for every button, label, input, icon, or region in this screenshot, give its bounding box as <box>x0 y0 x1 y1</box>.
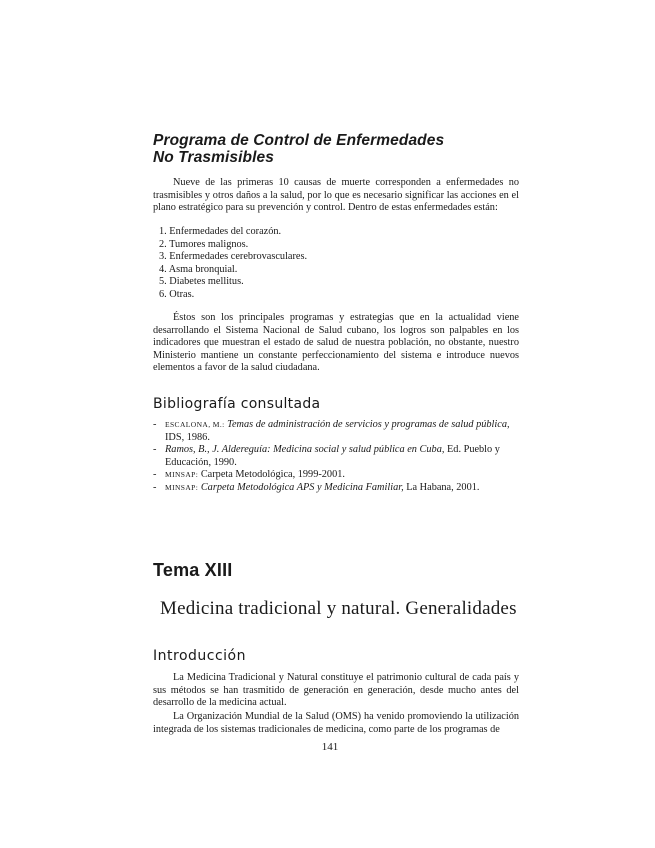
reference-author: MINSAP: <box>165 470 199 480</box>
reference-author: MINSAP: <box>165 482 199 492</box>
reference-details: Ed. Pueblo y Educación, 1990. <box>165 444 500 468</box>
intro-paragraph: Nueve de las primeras 10 causas de muerte corresponden a enfermedades no trasmisibles y otros daños a la salud, por lo que es necesario significar las acciones en el plano estratégico para su prevención y control. Dentro de estas enfermedades están: <box>153 177 519 214</box>
section-title-line2: No Trasmisibles <box>153 149 274 166</box>
reference-title: Medicina social y salud pública en Cuba, <box>273 444 445 456</box>
disease-list <box>159 226 459 302</box>
reference-title: Carpeta Metodológica APS y Medicina Familiar, <box>200 481 404 493</box>
reference-details: La Habana, 2001. <box>406 481 480 493</box>
section-title <box>153 132 533 166</box>
list-item: 4. Asma bronquial. <box>159 263 238 275</box>
reference-details: Carpeta Metodológica, 1999-2001. <box>200 469 345 481</box>
reference-item: - MINSAP: Carpeta Metodológica, 1999-2001. <box>153 469 345 481</box>
list-item: 2. Tumores malignos. <box>159 238 249 250</box>
chapter-label: Tema XIII <box>153 560 233 580</box>
reference-title: Temas de administración de servicios y programas de salud pública, <box>227 419 510 430</box>
page-number: 141 <box>321 741 339 753</box>
closing-paragraph: Éstos son los principales programas y estrategias que en la actualidad viene desarrollando el Sistema Nacional de Salud cubano, los logros son palpables en los indicadores que muestran el estado de salud de nuestra población, no obstante, nuestro Ministerio mantiene un constante perfeccionamiento del sistema e introduce nuevos elementos a favor de la salud ciudadana. <box>153 312 519 374</box>
list-item: 3. Enfermedades cerebrovasculares. <box>159 251 308 263</box>
bibliography-list <box>153 419 523 495</box>
list-item: 5. Diabetes mellitus. <box>159 276 244 288</box>
introduction-paragraph-1: La Medicina Tradicional y Natural constituye el patrimonio cultural de cada país y sus métodos se han trasmitido de generación en generación, desde mucho antes del desarrollo de la medicina actual. <box>153 672 519 709</box>
reference-details: IDS, 1986. <box>165 431 210 443</box>
reference-item: - ESCALONA, M.: Temas de administración de servicios y programas de salud pública, IDS, 1986. <box>153 419 510 443</box>
introduction-heading: Introducción <box>153 648 246 664</box>
chapter-title: Medicina tradicional y natural. Generalidades <box>160 598 517 619</box>
section-title-line1: Programa de Control de Enfermedades <box>153 132 445 149</box>
reference-author: ESCALONA, M.: <box>165 420 225 429</box>
reference-author: Ramos, B., J. Aldereguía: <box>165 444 271 456</box>
introduction-paragraph-2: La Organización Mundial de la Salud (OMS) ha venido promoviendo la utilización integrada de los sistemas tradicionales de medicina, como parte de los programas de <box>153 711 519 735</box>
bibliography-heading: Bibliografía consultada <box>153 396 321 412</box>
reference-item: - MINSAP: Carpeta Metodológica APS y Medicina Familiar, La Habana, 2001. <box>153 481 480 493</box>
list-item: 1. Enfermedades del corazón. <box>159 226 282 237</box>
reference-item: - Ramos, B., J. Aldereguía: Medicina social y salud pública en Cuba, Ed. Pueblo y Educación, 1990. <box>153 444 500 468</box>
list-item: 6. Otras. <box>159 288 195 300</box>
